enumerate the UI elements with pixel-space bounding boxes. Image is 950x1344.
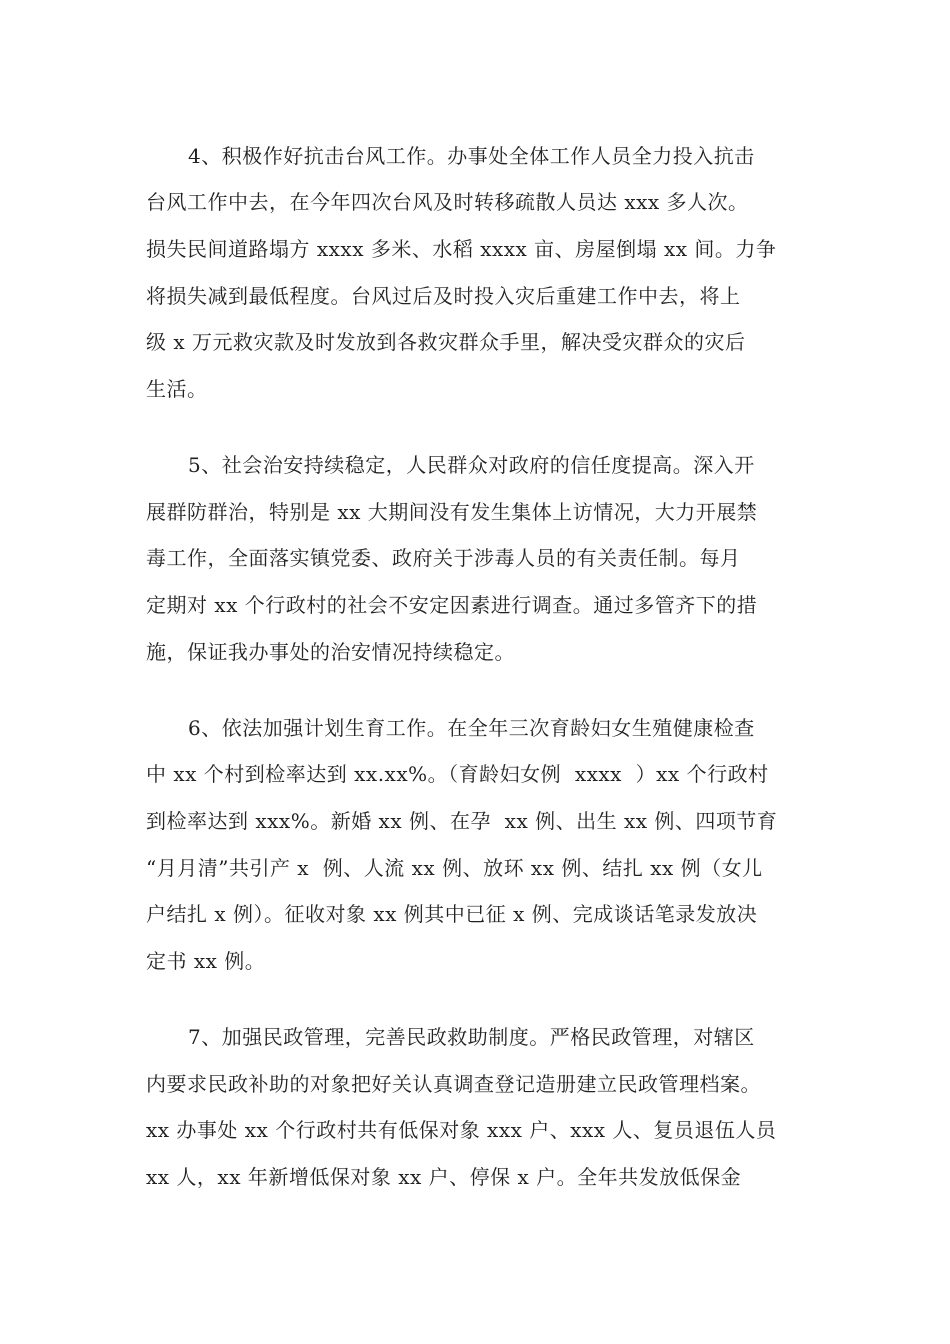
paragraph-7-line-2: 内要求民政补助的对象把好关认真调查登记造册建立民政管理档案。 [146, 1072, 761, 1096]
paragraph-4-line-2: 台风工作中去，在今年四次台风及时转移疏散人员达 xxx 多人次。 [146, 190, 749, 214]
paragraph-5-line-5: 施，保证我办事处的治安情况持续稳定。 [146, 640, 515, 664]
paragraph-4-line-3: 损失民间道路塌方 xxxx 多米、水稻 xxxx 亩、房屋倒塌 xx 间。力争 [146, 237, 777, 261]
paragraph-5-line-3: 毒工作，全面落实镇党委、政府关于涉毒人员的有关责任制。每月 [146, 546, 741, 570]
paragraph-4-line-1: 4、积极作好抗击台风工作。办事处全体工作人员全力投入抗击 [188, 144, 755, 168]
paragraph-4-line-4: 将损失减到最低程度。台风过后及时投入灾后重建工作中去，将上 [146, 284, 741, 308]
paragraph-6-line-1: 6、依法加强计划生育工作。在全年三次育龄妇女生殖健康检查 [188, 716, 755, 740]
paragraph-4-line-5: 级 x 万元救灾款及时发放到各救灾群众手里，解决受灾群众的灾后 [146, 330, 746, 354]
paragraph-5-line-1: 5、社会治安持续稳定，人民群众对政府的信任度提高。深入开 [188, 453, 755, 477]
paragraph-6-line-3: 到检率达到 xxx%。新婚 xx 例、在孕 xx 例、出生 xx 例、四项节育 [146, 809, 778, 833]
paragraph-7-line-1: 7、加强民政管理，完善民政救助制度。严格民政管理，对辖区 [188, 1025, 755, 1049]
paragraph-7-line-3: xx 办事处 xx 个行政村共有低保对象 xxx 户、xxx 人、复员退伍人员 [146, 1118, 777, 1142]
paragraph-6-line-6: 定书 xx 例。 [146, 949, 266, 973]
paragraph-5-line-2: 展群防群治，特别是 xx 大期间没有发生集体上访情况，大力开展禁 [146, 500, 758, 524]
paragraph-4-line-6: 生活。 [146, 377, 208, 401]
paragraph-6-line-2: 中 xx 个村到检率达到 xx.xx%。（育龄妇女例 xxxx ）xx 个行政村 [146, 762, 769, 786]
paragraph-7-line-4: xx 人，xx 年新增低保对象 xx 户、停保 x 户。全年共发放低保金 [146, 1165, 742, 1189]
paragraph-5-line-4: 定期对 xx 个行政村的社会不安定因素进行调查。通过多管齐下的措 [146, 593, 758, 617]
paragraph-6-line-5: 户结扎 x 例）。征收对象 xx 例其中已征 x 例、完成谈话笔录发放决 [146, 902, 758, 926]
paragraph-6-line-4: “月月清”共引产 x 例、人流 xx 例、放环 xx 例、结扎 xx 例（女儿 [146, 856, 763, 880]
